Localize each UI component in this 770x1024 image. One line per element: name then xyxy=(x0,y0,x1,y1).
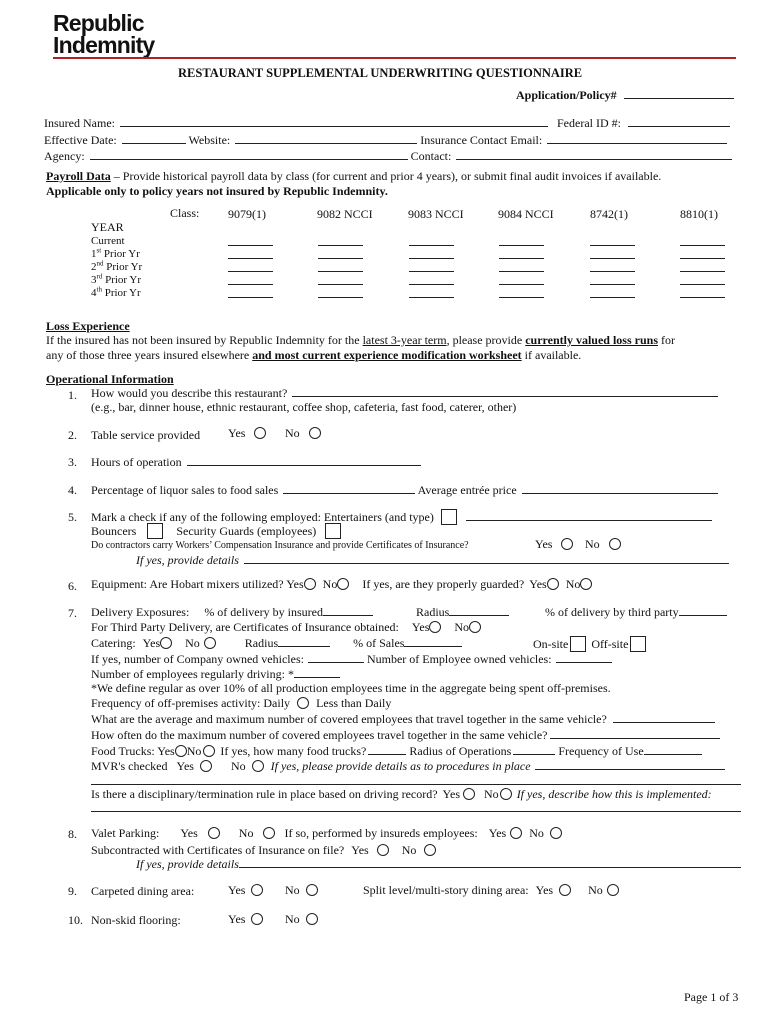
class-col-3: 9083 NCCI xyxy=(408,207,464,221)
insured-name-label: Insured Name: xyxy=(44,116,115,130)
q9-label: Carpeted dining area: xyxy=(91,884,195,898)
payroll-cell-field[interactable] xyxy=(409,258,454,259)
q5-details-label: If yes, provide details xyxy=(136,553,239,567)
q4b-field[interactable] xyxy=(522,483,718,494)
class-col-5: 8742(1) xyxy=(590,207,628,221)
q2-yes: Yes xyxy=(228,427,266,441)
food-trucks-count-field[interactable] xyxy=(368,744,406,755)
payroll-cell-field[interactable] xyxy=(318,271,363,272)
q6-yes-radio[interactable] xyxy=(304,578,316,590)
valet-employees-yes-radio[interactable] xyxy=(510,827,522,839)
loss-line-1: If the insured has not been insured by Republic Indemnity for the latest 3-year term, please provide currently valued loss runs for xyxy=(46,333,675,347)
year-prior-1: 1st Prior Yr xyxy=(91,246,140,260)
q8-number: 8. xyxy=(68,827,77,841)
mvr-details-field[interactable] xyxy=(535,759,725,770)
bouncers-label: Bouncers xyxy=(91,524,137,538)
q5-details-row xyxy=(136,553,729,568)
payroll-cell-field[interactable] xyxy=(590,271,635,272)
q5-yes-radio[interactable] xyxy=(561,538,573,550)
q8-row: Valet Parking: Yes No If so, performed by insureds employees: Yes No xyxy=(91,827,562,841)
payroll-text: – Provide historical payroll data by class (for current and prior 4 years), or submit final audit invoices if available. xyxy=(110,169,662,183)
q8-subcontracted-row: Subcontracted with Certificates of Insurance on file? Yes No xyxy=(91,844,436,858)
q1-label: How would you describe this restaurant? xyxy=(91,386,288,400)
q3-number: 3. xyxy=(68,455,77,469)
q7-catering-row: Catering: Yes No Radius % of Sales xyxy=(91,636,462,651)
q5-row-2 xyxy=(91,523,341,539)
regular-drivers-field[interactable] xyxy=(294,667,340,678)
payroll-cell-field[interactable] xyxy=(318,245,363,246)
q7-delivery-row: Delivery Exposures: % of delivery by insured xyxy=(91,605,373,620)
application-policy-row xyxy=(516,88,734,103)
food-trucks-yes-radio[interactable] xyxy=(175,745,187,757)
q1-field[interactable] xyxy=(292,386,718,397)
payroll-cell-field[interactable] xyxy=(590,297,635,298)
radius-ops-field[interactable] xyxy=(513,744,555,755)
payroll-cell-field[interactable] xyxy=(680,258,725,259)
q7-frequency-row: Frequency of off-premises activity: Daily Less than Daily xyxy=(91,696,392,710)
class-col-2: 9082 NCCI xyxy=(317,207,373,221)
onsite-checkbox[interactable] xyxy=(570,636,586,652)
q2-yes-radio[interactable] xyxy=(254,427,266,439)
q10-no: No xyxy=(285,913,318,927)
page-title: RESTAURANT SUPPLEMENTAL UNDERWRITING QUESTIONNAIRE xyxy=(178,66,583,80)
q8-details-row: If yes, provide details xyxy=(136,857,741,872)
how-often-field[interactable] xyxy=(550,728,720,739)
payroll-cell-field[interactable] xyxy=(680,284,725,285)
q3-label: Hours of operation xyxy=(91,455,182,469)
payroll-cell-field[interactable] xyxy=(409,297,454,298)
payroll-applicable: Applicable only to policy years not insured by Republic Indemnity. xyxy=(46,184,388,198)
pct-insured-field[interactable] xyxy=(323,605,373,616)
q10-number: 10. xyxy=(68,913,83,927)
catering-yes-radio[interactable] xyxy=(160,637,172,649)
payroll-cell-field[interactable] xyxy=(409,271,454,272)
year-current: Current xyxy=(91,235,125,247)
insurance-contact-email-label: Insurance Contact Email: xyxy=(420,133,543,147)
q9-number: 9. xyxy=(68,884,77,898)
payroll-cell-field[interactable] xyxy=(499,297,544,298)
pct-third-party-field[interactable] xyxy=(679,605,727,616)
carpeted-no-radio[interactable] xyxy=(306,884,318,896)
catering-pct-sales-field[interactable] xyxy=(404,636,462,647)
q5-no-radio[interactable] xyxy=(609,538,621,550)
q2-no-radio[interactable] xyxy=(309,427,321,439)
carpeted-yes-radio[interactable] xyxy=(251,884,263,896)
security-guards-checkbox[interactable] xyxy=(325,523,341,539)
federal-id-field[interactable] xyxy=(628,116,730,127)
q9-yes: Yes xyxy=(228,884,263,898)
entertainers-type-field[interactable] xyxy=(466,510,712,521)
year-prior-2: 2nd Prior Yr xyxy=(91,259,143,273)
q6b-yes-radio[interactable] xyxy=(547,578,559,590)
q8-details-field[interactable] xyxy=(239,857,741,868)
q4-field[interactable] xyxy=(283,483,415,494)
payroll-cell-field[interactable] xyxy=(318,258,363,259)
loss-line-2: any of those three years insured elsewhere and most current experience modification worksheet if available. xyxy=(46,348,582,362)
q7-extra-line[interactable] xyxy=(91,784,741,785)
q6-no-radio[interactable] xyxy=(337,578,349,590)
q7-disciplinary-row: Is there a disciplinary/termination rule in place based on driving record? Yes No If yes, describe how this is implemented: xyxy=(91,787,712,801)
payroll-cell-field[interactable] xyxy=(228,245,273,246)
logo-line-2: Indemnity xyxy=(53,32,155,58)
q7-radius-row: Radius xyxy=(416,605,509,620)
q1-example: (e.g., bar, dinner house, ethnic restaurant, coffee shop, cafeteria, fast food, caterer, other) xyxy=(91,400,517,414)
payroll-cell-field[interactable] xyxy=(680,271,725,272)
federal-id-label: Federal ID #: xyxy=(557,116,621,130)
offsite-checkbox[interactable] xyxy=(630,636,646,652)
class-label: Class: xyxy=(170,206,200,220)
q7-regular-row: Number of employees regularly driving: * xyxy=(91,667,340,682)
logo-line-1: Republic xyxy=(53,10,144,36)
q6-row: Equipment: Are Hobart mixers utilized? Yes No If yes, are they properly guarded? Yes No xyxy=(91,578,592,592)
payroll-cell-field[interactable] xyxy=(228,271,273,272)
header-rule xyxy=(53,57,736,59)
payroll-cell-field[interactable] xyxy=(409,284,454,285)
payroll-cell-field[interactable] xyxy=(499,284,544,285)
class-col-6: 8810(1) xyxy=(680,207,718,221)
q7-third-row: % of delivery by third party xyxy=(545,605,727,620)
application-policy-field[interactable] xyxy=(624,88,734,99)
payroll-cell-field[interactable] xyxy=(499,258,544,259)
payroll-cell-field[interactable] xyxy=(228,258,273,259)
republic-indemnity-logo xyxy=(53,12,154,56)
q5-contractors-label: Do contractors carry Workers’ Compensation Insurance and provide Certificates of Insurance? xyxy=(91,540,469,551)
q7-define: *We define regular as over 10% of all production employees time in the aggregate being spent off-premises. xyxy=(91,681,611,695)
payroll-cell-field[interactable] xyxy=(228,297,273,298)
frequency-use-field[interactable] xyxy=(644,744,702,755)
year-prior-3: 3rd Prior Yr xyxy=(91,272,142,286)
q6b-label: If yes, are they properly guarded? xyxy=(362,577,525,591)
catering-no-radio[interactable] xyxy=(204,637,216,649)
entertainers-checkbox[interactable] xyxy=(441,509,457,525)
contact-field[interactable] xyxy=(456,149,732,160)
q7-avg-max-row: What are the average and maximum number of covered employees that travel together in the same vehicle? xyxy=(91,712,715,727)
split-level-no-radio[interactable] xyxy=(607,884,619,896)
nonskid-no-radio[interactable] xyxy=(306,913,318,925)
q7-third-party-row: For Third Party Delivery, are Certificates of Insurance obtained: Yes No xyxy=(91,621,481,635)
q7-number: 7. xyxy=(68,606,77,620)
q3-field[interactable] xyxy=(187,455,421,466)
mvr-no-radio[interactable] xyxy=(252,760,264,772)
split-level-yes-radio[interactable] xyxy=(559,884,571,896)
application-policy-label: Application/Policy# xyxy=(516,88,617,102)
food-trucks-no-radio[interactable] xyxy=(203,745,215,757)
disciplinary-no-radio[interactable] xyxy=(500,788,512,800)
q7-vehicles-row: If yes, number of Company owned vehicles: Number of Employee owned vehicles: xyxy=(91,652,612,667)
valet-no-radio[interactable] xyxy=(263,827,275,839)
q7-mvr-row: MVR's checked Yes No If yes, please provide details as to procedures in place xyxy=(91,759,725,774)
payroll-intro xyxy=(46,170,661,184)
q7-food-trucks-row: Food Trucks: Yes No If yes, how many food trucks? Radius of Operations Frequency of Use xyxy=(91,744,702,759)
disciplinary-yes-radio[interactable] xyxy=(463,788,475,800)
contact-label: Contact: xyxy=(410,149,452,163)
q7-coi-no-radio[interactable] xyxy=(469,621,481,633)
daily-radio[interactable] xyxy=(297,697,309,709)
q1-number: 1. xyxy=(68,388,77,402)
q7-describe-line[interactable] xyxy=(91,811,741,812)
q6-number: 6. xyxy=(68,579,77,593)
q4-label: Percentage of liquor sales to food sales xyxy=(91,483,279,497)
valet-yes-radio[interactable] xyxy=(208,827,220,839)
q9-no: No xyxy=(285,884,318,898)
q5-contractors-no: No xyxy=(585,538,621,552)
payroll-cell-field[interactable] xyxy=(409,245,454,246)
q2-no: No xyxy=(285,427,321,441)
ops-heading: Operational Information xyxy=(46,372,174,386)
q2-label: Table service provided xyxy=(91,428,201,442)
q5-label: Mark a check if any of the following employed: Entertainers (and type) xyxy=(91,510,434,524)
q7-site-row: On-site Off-site xyxy=(533,636,646,652)
q7-how-often-row: How often do the maximum number of covered employees travel together in the same vehicle? xyxy=(91,728,720,743)
q6-label: Equipment: Are Hobart mixers utilized? xyxy=(91,577,284,591)
federal-id-row xyxy=(557,116,730,131)
q4b-label: Average entrée price xyxy=(417,483,517,497)
website-label: Website: xyxy=(188,133,231,147)
insurance-contact-email-field[interactable] xyxy=(547,133,727,144)
payroll-cell-field[interactable] xyxy=(680,245,725,246)
loss-heading: Loss Experience xyxy=(46,319,130,333)
q2-number: 2. xyxy=(68,428,77,442)
valet-employees-no-radio[interactable] xyxy=(550,827,562,839)
website-field[interactable] xyxy=(235,133,417,144)
q4-number: 4. xyxy=(68,483,77,497)
q5-details-field[interactable] xyxy=(244,553,729,564)
insured-name-row xyxy=(44,116,548,131)
mvr-yes-radio[interactable] xyxy=(200,760,212,772)
payroll-cell-field[interactable] xyxy=(228,284,273,285)
q10-yes: Yes xyxy=(228,913,263,927)
nonskid-yes-radio[interactable] xyxy=(251,913,263,925)
agency-row xyxy=(44,149,732,164)
payroll-cell-field[interactable] xyxy=(590,258,635,259)
q5-contractors-yes: Yes xyxy=(535,538,573,552)
q6b-no-radio[interactable] xyxy=(580,578,592,590)
q7-coi-yes-radio[interactable] xyxy=(429,621,441,633)
insured-name-field[interactable] xyxy=(120,116,548,127)
year-label: YEAR xyxy=(91,220,124,234)
payroll-cell-field[interactable] xyxy=(318,284,363,285)
payroll-heading: Payroll Data xyxy=(46,169,111,183)
payroll-cell-field[interactable] xyxy=(499,245,544,246)
employee-vehicles-field[interactable] xyxy=(556,652,612,663)
payroll-cell-field[interactable] xyxy=(499,271,544,272)
class-col-4: 9084 NCCI xyxy=(498,207,554,221)
effective-date-label: Effective Date: xyxy=(44,133,117,147)
q3-row xyxy=(91,455,421,470)
avg-max-field[interactable] xyxy=(613,712,715,723)
agency-field[interactable] xyxy=(90,149,408,160)
q5-number: 5. xyxy=(68,510,77,524)
company-vehicles-field[interactable] xyxy=(308,652,364,663)
payroll-cell-field[interactable] xyxy=(590,284,635,285)
q1-row xyxy=(91,386,718,401)
class-col-1: 9079(1) xyxy=(228,207,266,221)
effective-date-row xyxy=(44,133,727,148)
payroll-cell-field[interactable] xyxy=(590,245,635,246)
q10-label: Non-skid flooring: xyxy=(91,913,181,927)
radius-field[interactable] xyxy=(449,605,509,616)
effective-date-field[interactable] xyxy=(122,133,186,144)
page-number: Page 1 of 3 xyxy=(684,990,739,1004)
bouncers-checkbox[interactable] xyxy=(147,523,163,539)
security-guards-label: Security Guards (employees) xyxy=(176,524,317,538)
subcontracted-no-radio[interactable] xyxy=(424,844,436,856)
q4-row xyxy=(91,483,718,498)
q9-split-row: Split level/multi-story dining area: Yes No xyxy=(363,884,619,898)
catering-radius-field[interactable] xyxy=(278,636,330,647)
q7-delivery-label: Delivery Exposures: xyxy=(91,605,190,619)
subcontracted-yes-radio[interactable] xyxy=(377,844,389,856)
agency-label: Agency: xyxy=(44,149,85,163)
payroll-cell-field[interactable] xyxy=(318,297,363,298)
payroll-cell-field[interactable] xyxy=(680,297,725,298)
year-prior-4: 4th Prior Yr xyxy=(91,285,141,299)
